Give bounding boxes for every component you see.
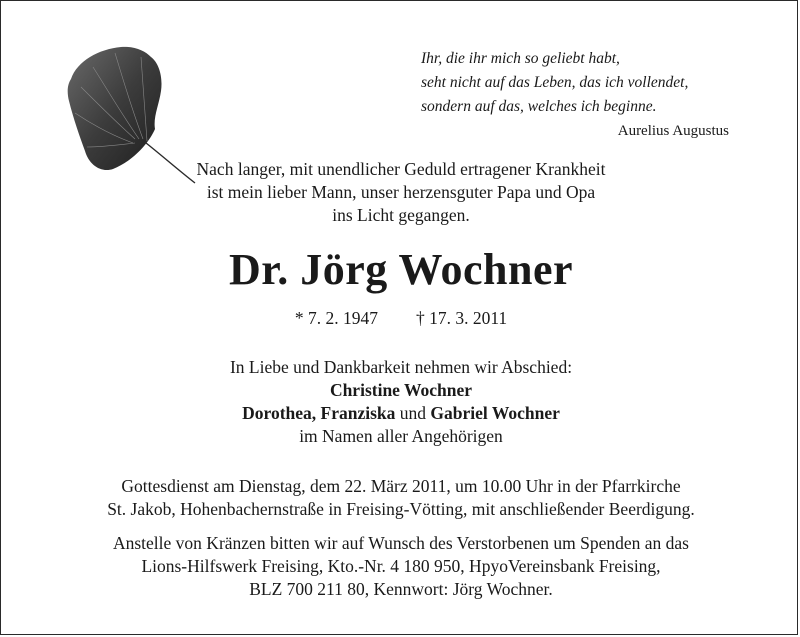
donation-line: BLZ 700 211 80, Kennwort: Jörg Wochner. xyxy=(249,579,553,599)
donation-line: Anstelle von Kränzen bitten wir auf Wunsch des Verstorbenen um Spenden an das xyxy=(112,533,689,553)
quote-line: Ihr, die ihr mich so geliebt habt, xyxy=(421,50,620,67)
deceased-name: Dr. Jörg Wochner xyxy=(228,245,574,294)
epigraph-quote xyxy=(421,47,741,143)
service-line: St. Jakob, Hohenbachernstraße in Freising-Vötting, mit anschließender Beerdigung. xyxy=(107,499,695,519)
death-date: † 17. 3. 2011 xyxy=(415,308,508,328)
service-info xyxy=(1,475,800,521)
donation-info xyxy=(1,532,800,601)
children-names xyxy=(1,402,800,425)
spouse-name: Christine Wochner xyxy=(329,380,473,400)
child-name: Dorothea, xyxy=(242,403,317,423)
quote-line: seht nicht auf das Leben, das ich vollendet, xyxy=(421,74,689,91)
announcement-text xyxy=(1,158,800,227)
farewell-line: In Liebe und Dankbarkeit nehmen wir Abschied: xyxy=(229,357,573,377)
donation-line: Lions-Hilfswerk Freising, Kto.-Nr. 4 180 950, HpyoVereinsbank Freising, xyxy=(141,556,661,576)
announcement-line: ist mein lieber Mann, unser herzensguter Papa und Opa xyxy=(206,182,596,202)
farewell-closing: im Namen aller Angehörigen xyxy=(299,426,503,446)
announcement-line: ins Licht gegangen. xyxy=(332,205,470,225)
quote-line: sondern auf das, welches ich beginne. xyxy=(421,98,657,115)
farewell-block xyxy=(1,356,800,448)
life-dates xyxy=(1,308,800,329)
quote-author: Aurelius Augustus xyxy=(617,123,729,139)
service-line: Gottesdienst am Dienstag, dem 22. März 2011, um 10.00 Uhr in der Pfarrkirche xyxy=(121,476,681,496)
announcement-line: Nach langer, mit unendlicher Geduld ertragener Krankheit xyxy=(196,159,606,179)
child-name: Gabriel Wochner xyxy=(430,403,560,423)
child-name: Franziska xyxy=(320,403,396,423)
conjunction: und xyxy=(399,403,427,423)
birth-date: * 7. 2. 1947 xyxy=(294,308,378,328)
